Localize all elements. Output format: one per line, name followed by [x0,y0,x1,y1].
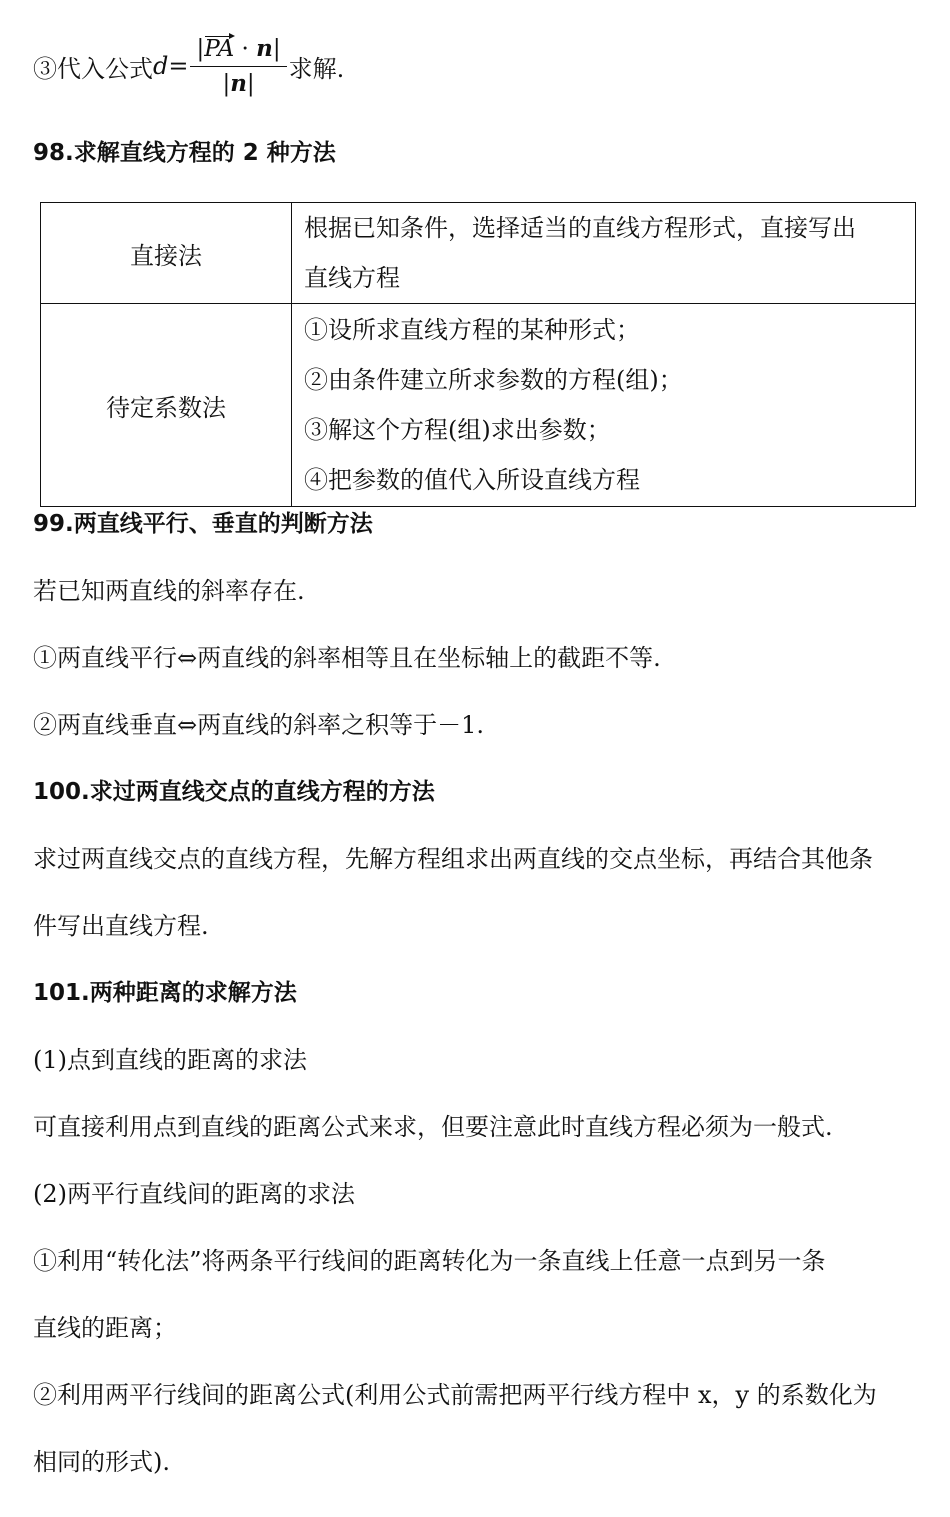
formula-variable-d: d [153,52,169,80]
formula-equals: = [168,52,189,80]
dot-operator: · [241,35,249,62]
paragraph-line: (2)两平行直线间的距离的求法 [33,1180,355,1208]
section-98-title: 98.求解直线方程的 2 种方法 [33,140,336,166]
description-line: ④把参数的值代入所设直线方程 [304,466,640,494]
table-row [41,203,916,304]
vector-pa: PA [204,35,235,62]
paragraph-line: 求过两直线交点的直线方程，先解方程组求出两直线的交点坐标，再结合其他条 [33,845,873,873]
description-line: 直线方程 [304,264,400,292]
distance-fraction [190,34,286,99]
normal-vector-n: n [256,34,273,62]
paragraph-line: 可直接利用点到直线的距离公式来求，但要注意此时直线方程必须为一般式. [33,1113,833,1141]
method-name: 待定系数法 [41,304,292,507]
paragraph-line: ②两直线垂直⇔两直线的斜率之积等于－1. [33,711,485,739]
paragraph-line: 相同的形式). [33,1448,170,1476]
paragraph-line: ①两直线平行⇔两直线的斜率相等且在坐标轴上的截距不等. [33,644,661,672]
method-description [292,203,916,304]
fraction-denominator: |n| [222,69,255,97]
description-line: 根据已知条件，选择适当的直线方程形式，直接写出 [304,214,856,242]
method-name: 直接法 [41,203,292,304]
normal-vector-n-denominator: n [230,69,247,97]
table-row [41,304,916,507]
paragraph-line: ①利用“转化法”将两条平行线间的距离转化为一条直线上任意一点到另一条 [33,1247,826,1275]
section-101-title: 101.两种距离的求解方法 [33,980,297,1006]
paragraph-line: (1)点到直线的距离的求法 [33,1046,307,1074]
paragraph-line: 直线的距离； [33,1314,177,1342]
section-99-title: 99.两直线平行、垂直的判断方法 [33,511,373,537]
methods-table [40,202,916,507]
paragraph-line: 件写出直线方程. [33,912,209,940]
distance-formula-step [33,28,344,104]
step-prefix: ③代入公式 [33,54,153,83]
paragraph-line: 若已知两直线的斜率存在. [33,577,305,605]
paragraph-line: ②利用两平行线间的距离公式(利用公式前需把两平行线方程中 x，y 的系数化为 [33,1381,877,1409]
description-line: ①设所求直线方程的某种形式； [304,316,640,344]
fraction-numerator: |PA · n| [190,34,286,67]
method-description [292,304,916,507]
step-suffix: 求解. [288,54,345,83]
description-line: ②由条件建立所求参数的方程(组)； [304,366,683,394]
section-100-title: 100.求过两直线交点的直线方程的方法 [33,779,435,805]
description-line: ③解这个方程(组)求出参数； [304,416,611,444]
